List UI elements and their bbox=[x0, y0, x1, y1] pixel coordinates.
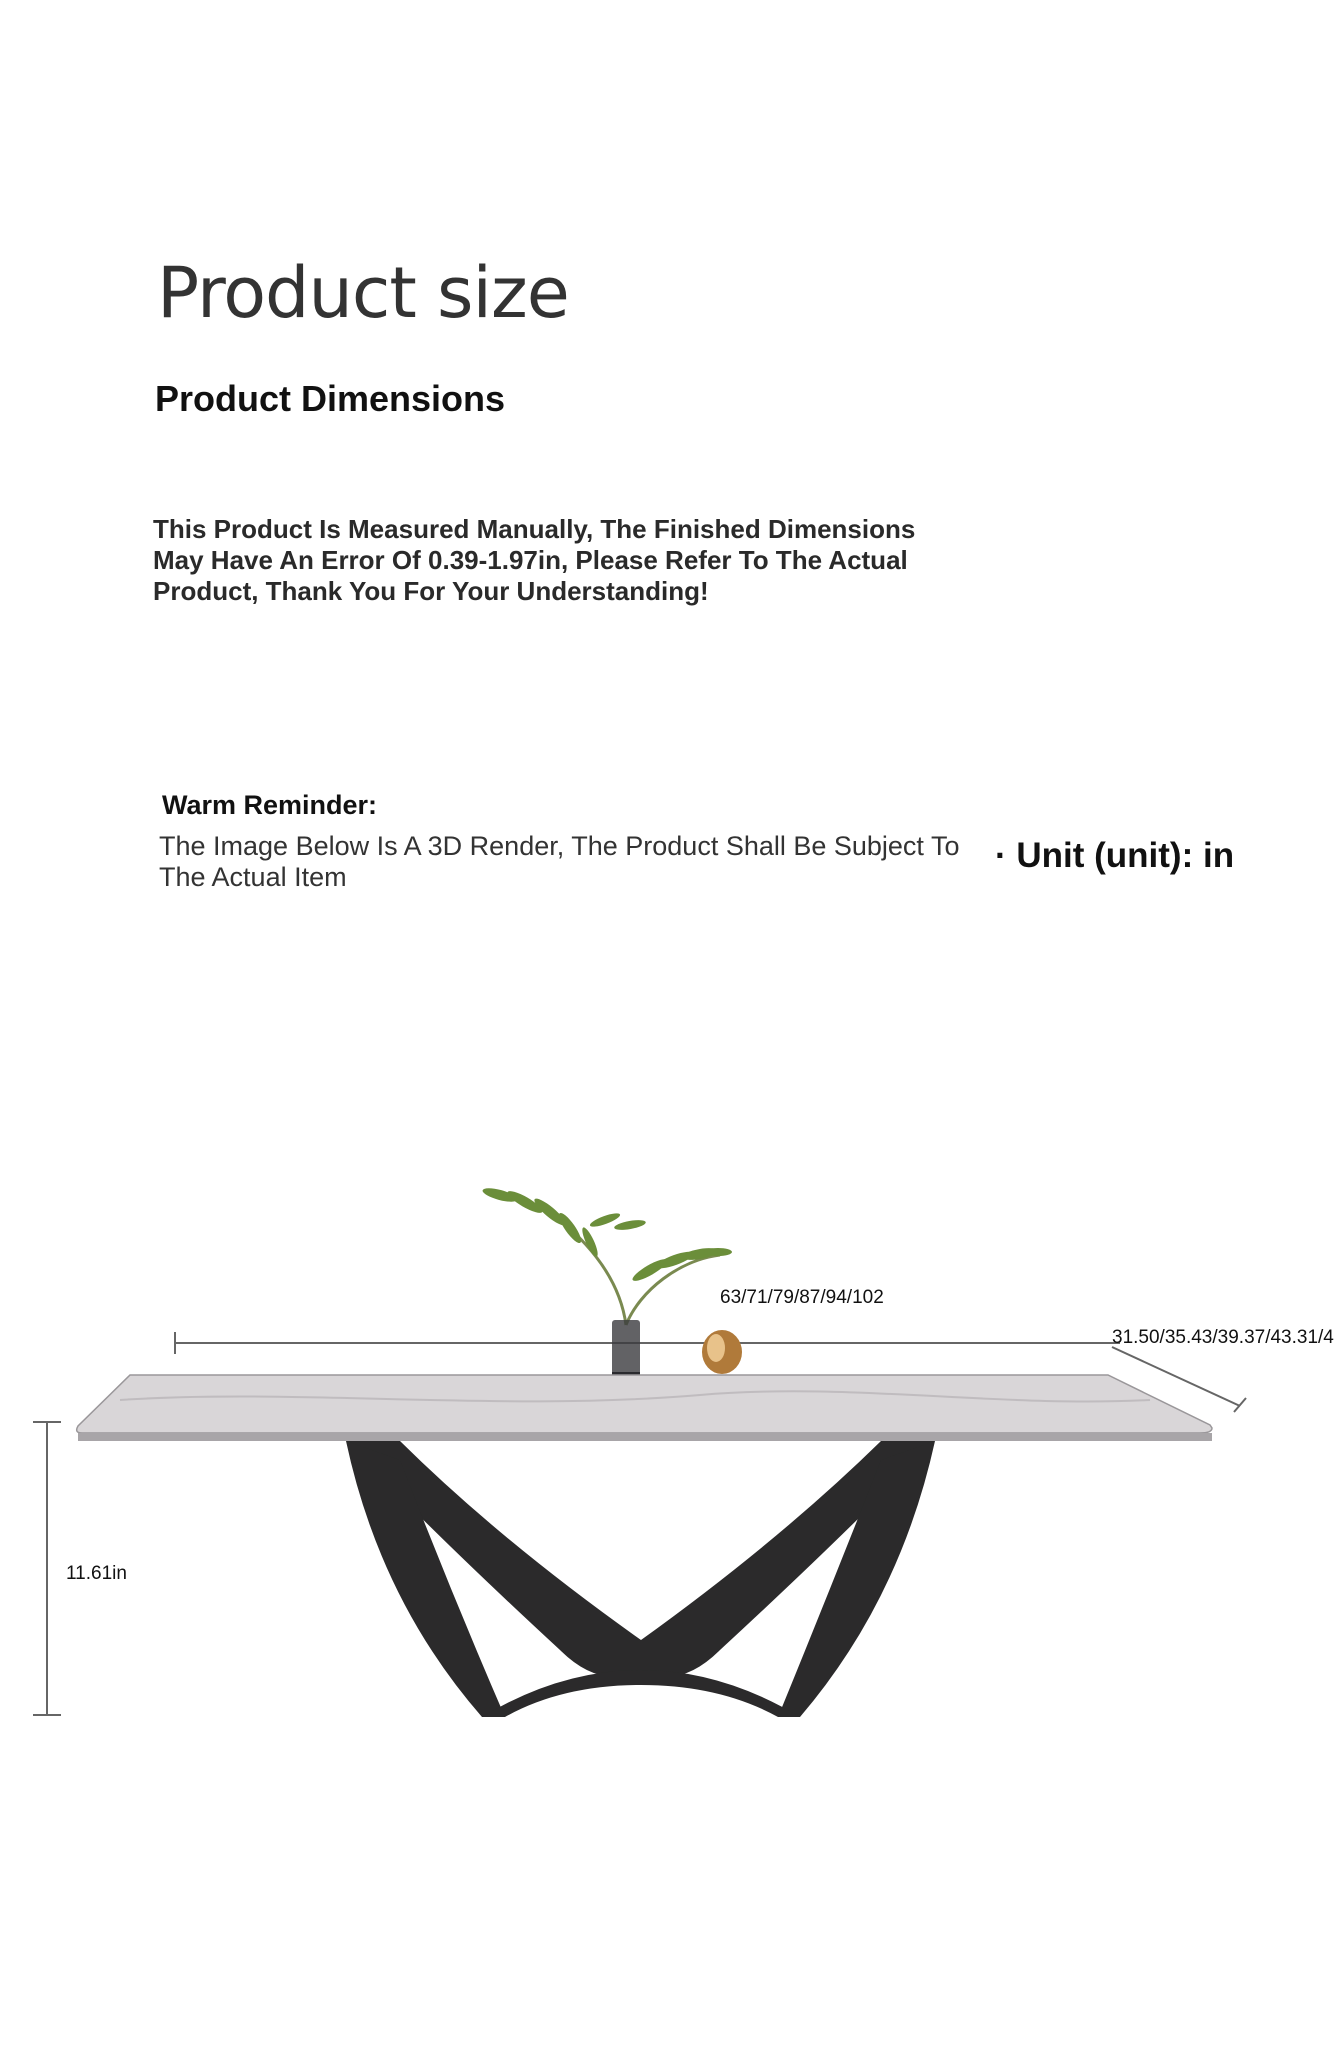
length-dimension-line bbox=[175, 1332, 1120, 1354]
width-dimension-label: 31.50/35.43/39.37/43.31/4 bbox=[1112, 1327, 1334, 1348]
tabletop bbox=[77, 1375, 1212, 1433]
reminder-text: The Image Below Is A 3D Render, The Product Shall Be Subject To The Actual Item bbox=[159, 831, 960, 892]
unit-label: · Unit (unit): in bbox=[995, 836, 1235, 875]
measurement-note: This Product Is Measured Manually, The Finished Dimensions May Have An Error Of 0.39-1.97in, Please Refer To The Actual Product, Thank You For Your Understanding! bbox=[153, 514, 916, 606]
height-dimension-label: 11.61in bbox=[66, 1563, 127, 1584]
reminder-title: Warm Reminder: bbox=[162, 790, 378, 820]
butterfly-base bbox=[346, 1441, 935, 1717]
tabletop-edge bbox=[78, 1433, 1212, 1441]
plant-decoration bbox=[481, 1186, 732, 1325]
height-dimension-line bbox=[33, 1422, 61, 1715]
section-heading: Product Dimensions bbox=[155, 378, 506, 419]
page-title: Product size bbox=[157, 252, 569, 334]
length-dimension-label: 63/71/79/87/94/102 bbox=[720, 1287, 884, 1308]
table-illustration bbox=[0, 1150, 1342, 1750]
